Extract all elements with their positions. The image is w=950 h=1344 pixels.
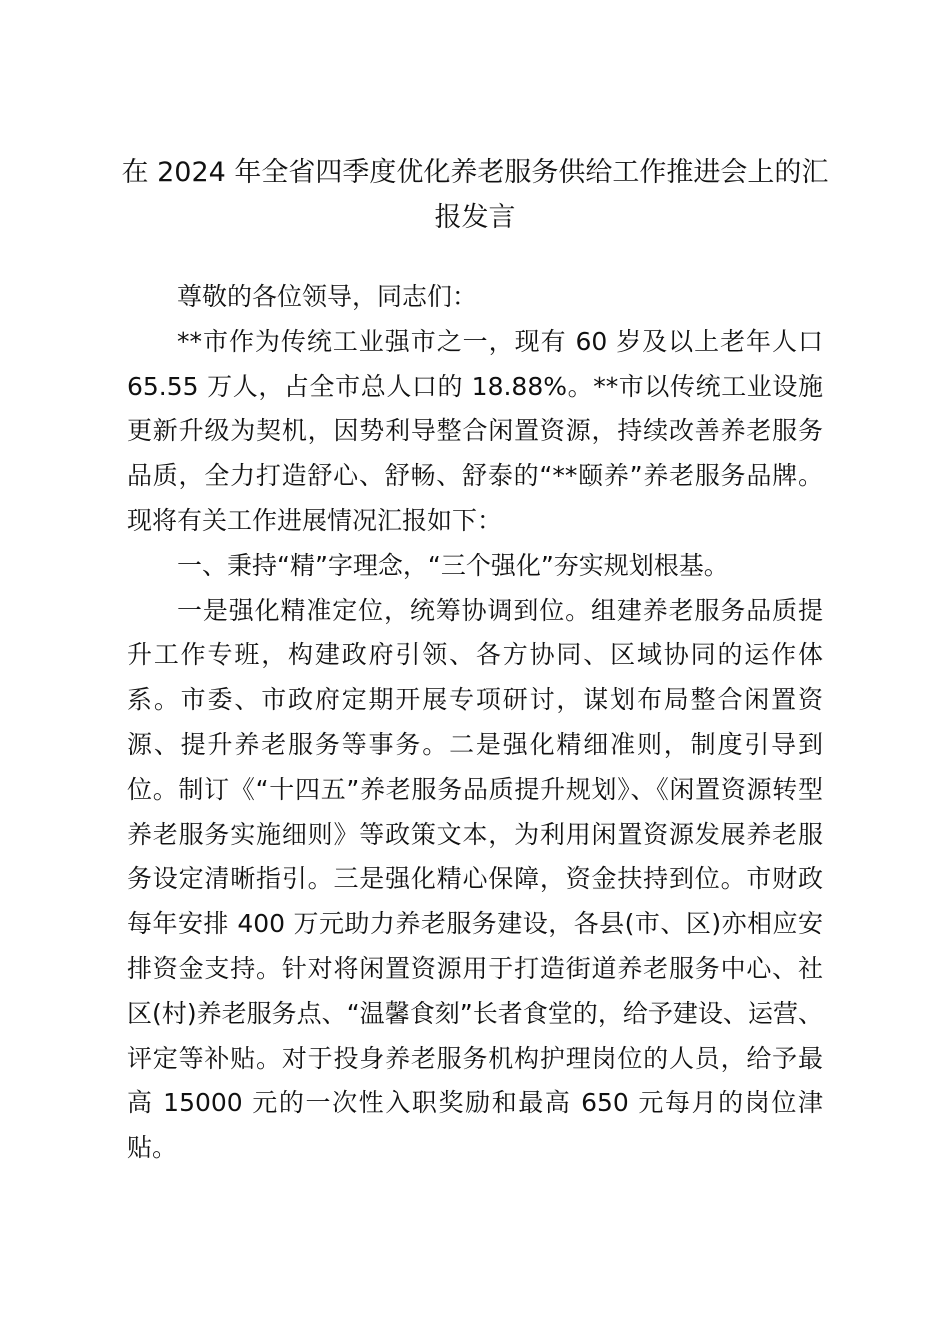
- body-paragraph: 一是强化精准定位，统筹协调到位。组建养老服务品质提升工作专班，构建政府引领、各方协同、区域协同的运作体系。市委、市政府定期开展专项研讨，谋划布局整合闲置资源、提升养老服务等事务。二是强化精细准则，制度引导到位。制订《“十四五”养老服务品质提升规划》、《闲置资源转型养老服务实施细则》等政策文本，为利用闲置资源发展养老服务设定清晰指引。三是强化精心保障，资金扶持到位。市财政每年安排 400 万元助力养老服务建设，各县(市、区)亦相应安排资金支持。针对将闲置资源用于打造街道养老服务中心、社区(村)养老服务点、“温馨食刻”长者食堂的，给予建设、运营、评定等补贴。对于投身养老服务机构护理岗位的人员，给予最高 15000 元的一次性入职奖励和最高 650 元每月的岗位津贴。: [127, 595, 823, 1163]
- intro-paragraph: **市作为传统工业强市之一，现有 60 岁及以上老年人口 65.55 万人，占全市总人口的 18.88%。**市以传统工业设施更新升级为契机，因势利导整合闲置资源，持续改善养老服务品质，全力打造舒心、舒畅、舒泰的“**颐养”养老服务品牌。现将有关工作进展情况汇报如下：: [127, 326, 823, 535]
- salutation: 尊敬的各位领导，同志们：: [177, 282, 478, 311]
- document-title: 在 2024 年全省四季度优化养老服务供给工作推进会上的汇报发言: [121, 157, 829, 233]
- document-body: [127, 275, 823, 1171]
- section-heading: 一、秉持“精”字理念，“三个强化”夯实规划根基。: [177, 550, 729, 580]
